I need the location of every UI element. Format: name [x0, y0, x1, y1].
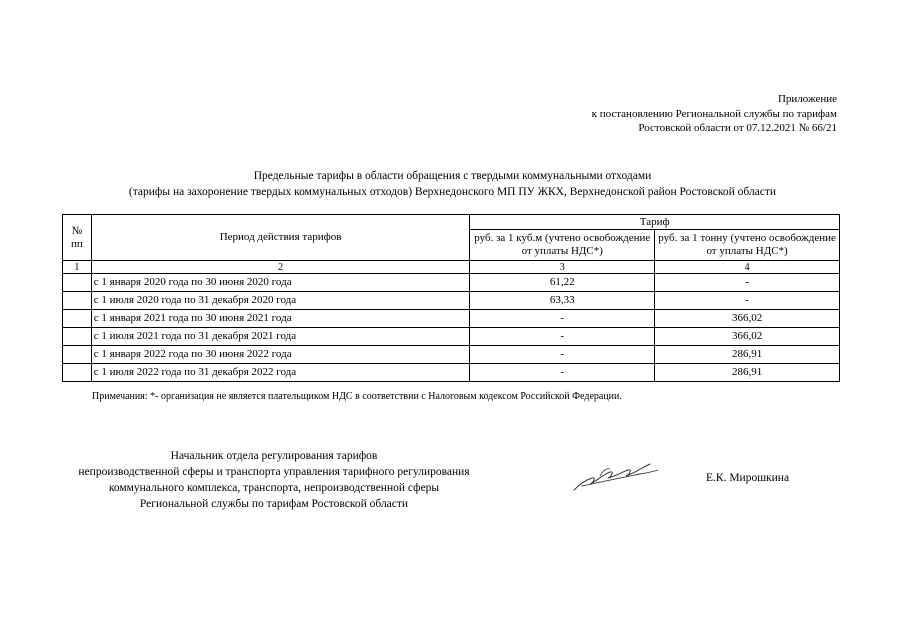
row-period: с 1 июля 2022 года по 31 декабря 2022 года — [91, 364, 470, 382]
table-header-row — [63, 215, 840, 230]
index-cell: 3 — [470, 261, 655, 274]
table-row — [63, 274, 840, 292]
row-num — [63, 328, 92, 346]
index-cell: 4 — [655, 261, 840, 274]
signer-line-1: Начальник отдела регулирования тарифов — [170, 450, 378, 462]
appendix-line-3: Ростовской области от 07.12.2021 № 66/21 — [638, 122, 837, 134]
title-line-1: Предельные тарифы в области обращения с твердыми коммунальными отходами — [253, 170, 652, 182]
row-per-ton: 366,02 — [655, 310, 840, 328]
table-row — [63, 310, 840, 328]
row-num — [63, 364, 92, 382]
table-row — [63, 328, 840, 346]
header-per-ton: руб. за 1 тонну (учтено освобождение от уплаты НДС*) — [655, 230, 840, 261]
appendix-line-2: к постановлению Региональной службы по тарифам — [591, 107, 837, 120]
header-tariff: Тариф — [470, 215, 840, 230]
row-per-cubic: - — [470, 346, 655, 364]
row-num — [63, 310, 92, 328]
row-per-ton: - — [655, 292, 840, 310]
signer-position — [62, 448, 486, 512]
row-period: с 1 января 2020 года по 30 июня 2020 года — [91, 274, 470, 292]
tariff-table — [62, 214, 840, 382]
table-row — [63, 292, 840, 310]
header-num-line-1: № — [71, 224, 83, 237]
row-num — [63, 274, 92, 292]
signer-line-2: непроизводственной сферы и транспорта управления тарифного регулирования — [78, 466, 470, 478]
table-row — [63, 346, 840, 364]
header-period: Период действия тарифов — [91, 215, 470, 261]
row-per-ton: 286,91 — [655, 346, 840, 364]
document-title — [0, 168, 905, 200]
row-per-cubic: 61,22 — [470, 274, 655, 292]
row-num — [63, 346, 92, 364]
header-num — [63, 215, 92, 261]
row-per-cubic: - — [470, 310, 655, 328]
title-line-2: (тарифы на захоронение твердых коммунальных отходов) Верхнедонского МП ПУ ЖКХ, Верхнедонской район Ростовской области — [128, 186, 777, 198]
row-per-cubic: - — [470, 364, 655, 382]
signer-line-4: Региональной службы по тарифам Ростовской области — [139, 498, 409, 510]
row-per-ton: 286,91 — [655, 364, 840, 382]
header-per-cubic: руб. за 1 куб.м (учтено освобождение от уплаты НДС*) — [470, 230, 655, 261]
row-num — [63, 292, 92, 310]
row-per-ton: 366,02 — [655, 328, 840, 346]
header-num-line-2: пп — [70, 237, 83, 250]
table-index-row — [63, 261, 840, 274]
signer-name: Е.К. Мирошкина — [706, 472, 790, 484]
signer-line-3: коммунального комплекса, транспорта, непроизводственной сферы — [108, 482, 440, 494]
row-period: с 1 января 2021 года по 30 июня 2021 года — [91, 310, 470, 328]
row-per-ton: - — [655, 274, 840, 292]
row-period: с 1 января 2022 года по 30 июня 2022 года — [91, 346, 470, 364]
appendix-line-1: Приложение — [777, 93, 837, 105]
row-period: с 1 июля 2020 года по 31 декабря 2020 года — [91, 292, 470, 310]
row-per-cubic: 63,33 — [470, 292, 655, 310]
row-period: с 1 июля 2021 года по 31 декабря 2021 года — [91, 328, 470, 346]
index-cell: 1 — [63, 261, 92, 274]
handwritten-signature — [570, 460, 662, 494]
row-per-cubic: - — [470, 328, 655, 346]
index-cell: 2 — [91, 261, 470, 274]
footnote: Примечания: *- организация не является плательщиком НДС в соответствии с Налоговым кодексом Российской Федерации. — [92, 391, 622, 402]
appendix-header — [592, 92, 837, 136]
table-row — [63, 364, 840, 382]
